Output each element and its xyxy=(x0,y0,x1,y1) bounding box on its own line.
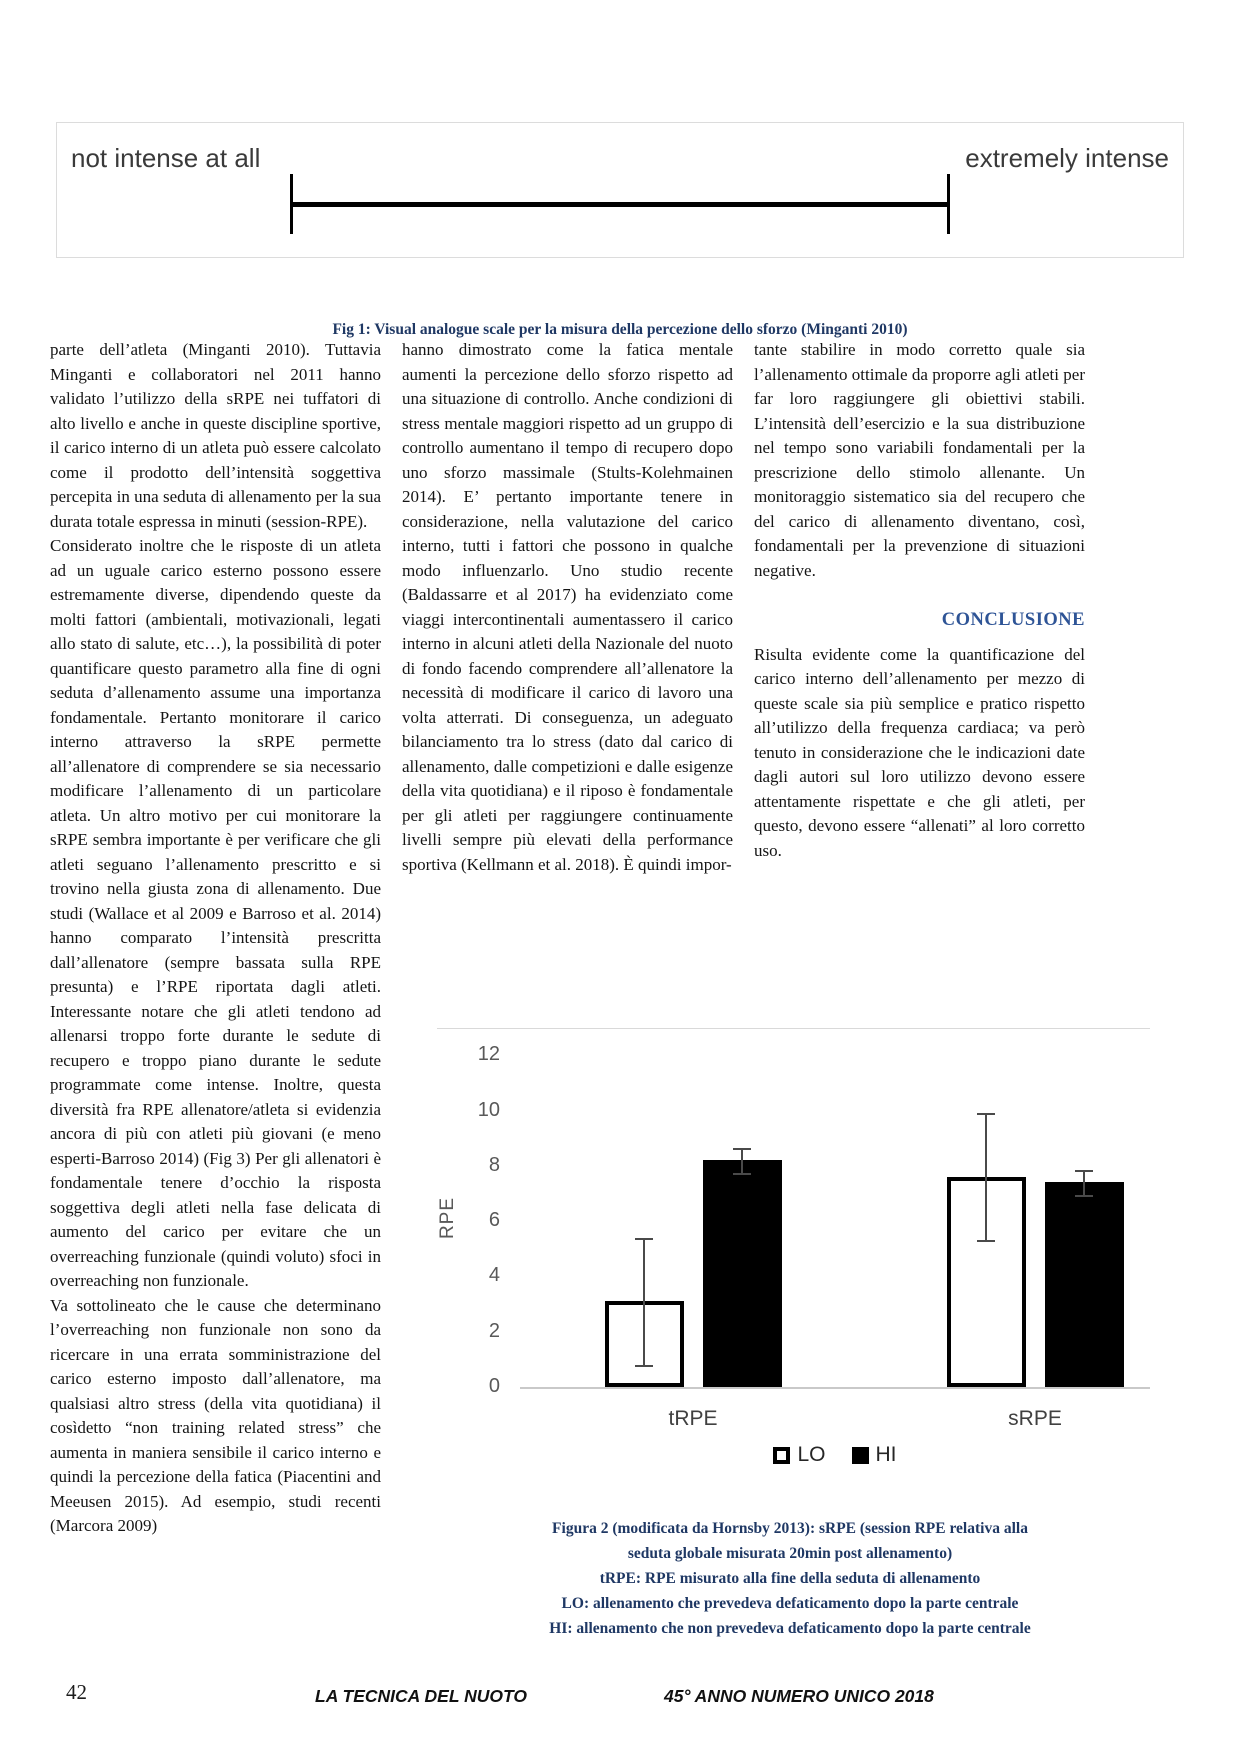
legend-swatch-lo-icon xyxy=(773,1447,790,1464)
paragraph: tante stabilire in modo corretto quale sia l’allenamento ottimale da proporre agli atleti per far loro raggiungere gli obiettivi stabili. L’intensità dell’esercizio e la sua distribuzione nel tempo sono variabili fondamentali per la prescrizione dello stimolo allenante. Un monitoraggio sistematico sia del recupero che del carico di allenamento diventano, così, fondamentali per la prevenzione di situazioni negative. xyxy=(754,340,1085,580)
chart-legend xyxy=(520,1443,1150,1467)
error-bar-cap xyxy=(1075,1170,1093,1172)
fig2-caption-line: HI: allenamento che non prevedeva defaticamento dopo la parte centrale xyxy=(549,1620,1031,1637)
y-axis-title: RPE xyxy=(437,1196,459,1240)
y-tick-label: 2 xyxy=(488,1319,500,1342)
error-bar-cap xyxy=(635,1238,653,1240)
y-tick-label: 6 xyxy=(488,1209,500,1232)
x-axis-line xyxy=(520,1387,1150,1389)
y-tick-label: 8 xyxy=(488,1153,500,1176)
legend-item-hi xyxy=(852,1443,897,1467)
legend-item-lo xyxy=(773,1443,825,1467)
error-bar-cap xyxy=(1075,1195,1093,1197)
bar-HI-sRPE xyxy=(1045,1182,1124,1387)
category-label-tRPE: tRPE xyxy=(668,1407,718,1430)
fig1-visual-analogue-scale xyxy=(56,122,1184,258)
paragraph: hanno dimostrato come la fatica mentale aumenti la percezione dello sforzo rispetto ad una situazione di controllo. Anche condizioni di stress mentale maggiori rispetto ad un gruppo di controllo aumentano il tempo di recupero dopo uno sforzo massimale (Stults-Kolehmainen 2014). E’ pertanto importante tenere in considerazione, nella valutazione del carico interno, tutti i fattori che possono in qualche modo influenzarlo. Uno studio recente (Baldassarre et al 2017) ha evidenziato come viaggi intercontinentali aumentassero il carico interno in alcuni atleti della Nazionale del nuoto di fondo facendo comprendere all’allenatore la necessità di modificare il carico di lavoro una volta atterrati. Di conseguenza, un adeguato bilanciamento tra lo stress (dato dal carico di allenamento, dalle competizioni e dalle esigenze della vita quotidiana) e il riposo è fondamentale per gli atleti per raggiungere continuamente livelli sempre più elevati della performance sportiva (Kellmann et al. 2018). È quindi impor- xyxy=(402,340,733,874)
error-bar-cap xyxy=(733,1173,751,1175)
chart-top-border xyxy=(437,1028,1150,1029)
paragraph: parte dell’atleta (Minganti 2010). Tuttavia Minganti e collaboratori nel 2011 hanno validato l’utilizzo della sRPE nei tuffatori di alto livello e anche in queste discipline sportive, il carico interno di un atleta può essere calcolato come il prodotto dell’intensità soggettiva percepita in una seduta di allenamento per la sua durata totale espressa in minuti (session-RPE). xyxy=(50,340,381,531)
error-bar-HI-tRPE xyxy=(741,1148,743,1173)
vas-left-anchor-label: not intense at all xyxy=(71,143,261,173)
category-label-sRPE: sRPE xyxy=(1008,1407,1062,1430)
vas-right-anchor-label: extremely intense xyxy=(965,143,1169,173)
fig2-caption-line: seduta globale misurata 20min post allenamento) xyxy=(627,1545,953,1562)
error-bar-cap xyxy=(977,1113,995,1115)
error-bar-LO-tRPE xyxy=(643,1238,645,1365)
error-bar-cap xyxy=(635,1365,653,1367)
column-1 xyxy=(50,338,381,1539)
y-tick-label: 10 xyxy=(477,1098,500,1121)
error-bar-cap xyxy=(977,1240,995,1242)
fig1-caption: Fig 1: Visual analogue scale per la misura della percezione dello sforzo (Minganti 2010) xyxy=(332,321,908,338)
error-bar-HI-sRPE xyxy=(1083,1170,1085,1195)
y-tick-label: 4 xyxy=(488,1264,500,1287)
legend-label-lo: LO xyxy=(797,1443,826,1466)
fig2-caption-line: Figura 2 (modificata da Hornsby 2013): sRPE (session RPE relativa alla xyxy=(552,1520,1028,1537)
y-tick-label: 0 xyxy=(488,1375,500,1397)
vas-left-endcap xyxy=(290,174,293,234)
paragraph: Considerato inoltre che le risposte di un atleta ad un uguale carico esterno possono essere estremamente diverse, dipendendo queste da molti fattori (ambientali, motivazionali, legati allo stato di salute, etc…), la possibilità di poter quantificare questo parametro alla fine di ogni seduta d’allenamento assume una importanza fondamentale. Pertanto monitorare il carico interno attraverso la sRPE permette all’allenatore di comprendere se sia necessario modificare l’allenamento di un particolare atleta. Un altro motivo per cui monitorare la sRPE sembra importante è per verificare che gli atleti seguano l’allenamento prescritto e si trovino nella giusta zona di allenamento. Due studi (Wallace et al 2009 e Barroso et al. 2014) hanno comparato l’intensità prescritta dall’allenatore (sempre bassata sulla RPE presunta) e l’RPE riportata dagli atleti. Interessante notare che gli atleti tendono ad allenarsi troppo forte durante le sedute di recupero e troppo piano durante le sedute programmate come intense. Inoltre, questa diversità fra RPE allenatore/atleta si evidenzia ancora di più con atleti più giovani (e meno esperti-Barroso 2014) (Fig 3) Per gli allenatori è fondamentale tenere d’occhio la risposta soggettiva degli atleti nella fase delicata di aumento del carico per evitare che un overreaching funzionale (quindi voluto) sfoci in overreaching non funzionale. xyxy=(50,536,381,1290)
page-number: 42 xyxy=(66,1680,87,1704)
vas-scale-line xyxy=(290,202,950,207)
vas-right-endcap xyxy=(947,174,950,234)
conclusion-paragraph: Risulta evidente come la quantificazione del carico interno dell’allenamento per mezzo di queste scale sia più semplice e pratico rispetto all’utilizzo della frequenza cardiaca; va però tenuto in considerazione che le indicazioni date dagli autori sul loro utilizzo devono essere attentamente rispettate e che gli atleti, per questo, devono essere “allenati” al loro corretto uso. xyxy=(754,644,1085,860)
footer-journal-title: LA TECNICA DEL NUOTO xyxy=(315,1686,527,1706)
error-bar-cap xyxy=(733,1148,751,1150)
legend-swatch-hi-icon xyxy=(852,1447,869,1464)
y-tick-label: 12 xyxy=(477,1043,500,1066)
footer-issue-info: 45° ANNO NUMERO UNICO 2018 xyxy=(664,1686,934,1706)
fig2-caption-line: LO: allenamento che prevedeva defaticamento dopo la parte centrale xyxy=(561,1595,1019,1612)
paragraph: Va sottolineato che le cause che determinano l’overreaching non funzionale non sono da ricercare in una errata somministrazione del carico esterno imposto dall’allenatore, ma qualsiasi altro stress (della vita quotidiana) il cosìdetto “non training related stress” che aumenta in maniera sensibile il carico interno e quindi la percezione della fatica (Piacentini and Meeusen 2015). Ad esempio, studi recenti (Marcora 2009) xyxy=(50,1295,381,1535)
conclusion-heading: CONCLUSIONE xyxy=(941,610,1085,630)
fig2-bar-chart xyxy=(437,1015,1150,1485)
bar-HI-tRPE xyxy=(703,1160,782,1387)
fig2-caption-line: tRPE: RPE misurato alla fine della seduta di allenamento xyxy=(599,1570,981,1587)
error-bar-LO-sRPE xyxy=(985,1113,987,1240)
fig2-caption xyxy=(400,1516,1180,1641)
legend-label-hi: HI xyxy=(875,1443,897,1466)
